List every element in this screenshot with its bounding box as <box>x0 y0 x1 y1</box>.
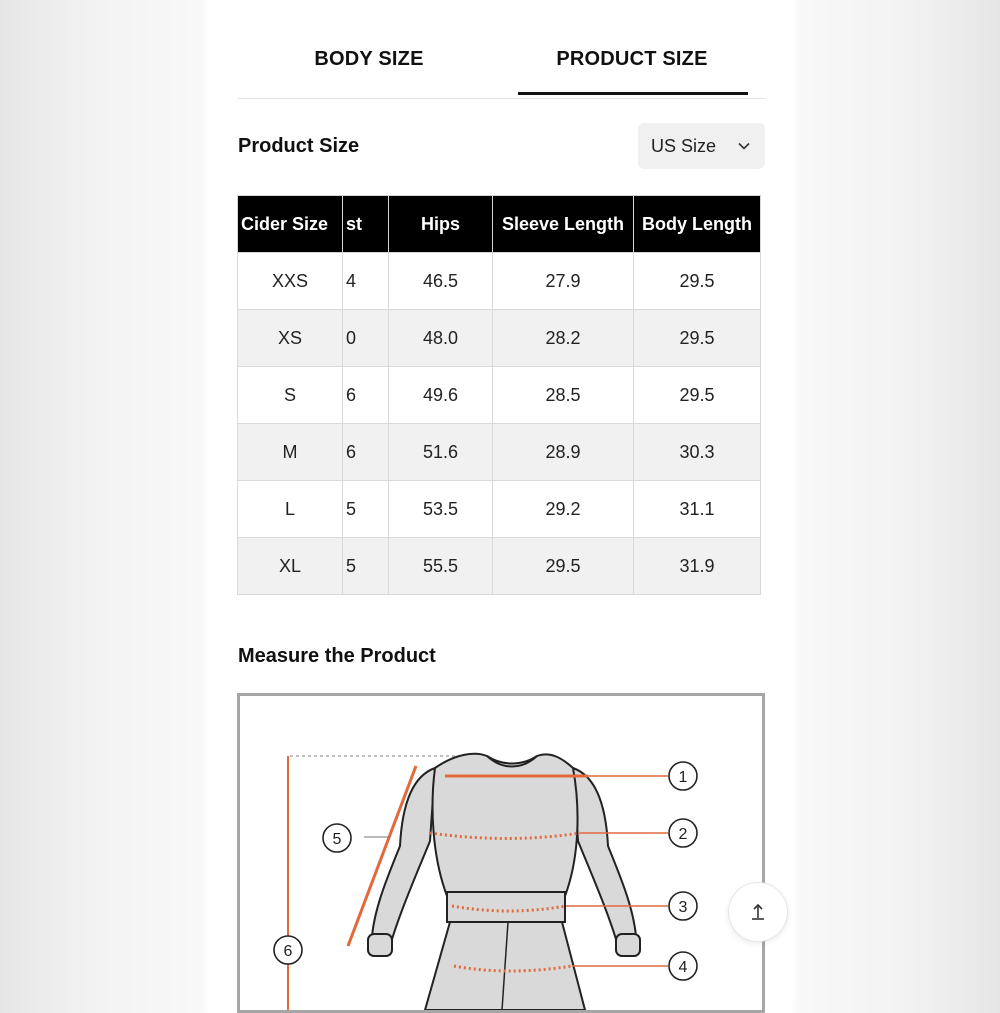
cell-bust: 6 <box>343 367 389 424</box>
cell-size: L <box>238 481 343 538</box>
marker-4-label: 4 <box>678 959 688 976</box>
cell-body-length: 29.5 <box>634 310 761 367</box>
measure-title: Measure the Product <box>238 645 436 667</box>
cell-bust: 5 <box>343 481 389 538</box>
cell-sleeve-length: 28.5 <box>493 367 634 424</box>
marker-5-label: 5 <box>332 831 342 848</box>
cell-body-length: 31.9 <box>634 538 761 595</box>
table-row <box>238 310 761 367</box>
header-sleeve-length: Sleeve Length <box>493 196 634 253</box>
cell-sleeve-length: 28.2 <box>493 310 634 367</box>
cell-sleeve-length: 28.9 <box>493 424 634 481</box>
header-bust: st <box>343 196 389 253</box>
cell-hips: 55.5 <box>389 538 493 595</box>
marker-3 <box>669 892 697 920</box>
cell-bust: 6 <box>343 424 389 481</box>
cell-hips: 51.6 <box>389 424 493 481</box>
marker-2 <box>669 819 697 847</box>
cell-body-length: 29.5 <box>634 367 761 424</box>
arrow-up-icon <box>747 901 769 923</box>
dress-illustration <box>240 696 762 1010</box>
table-row <box>238 253 761 310</box>
table-row <box>238 424 761 481</box>
cell-body-length: 30.3 <box>634 424 761 481</box>
cell-sleeve-length: 29.2 <box>493 481 634 538</box>
marker-6 <box>274 936 302 964</box>
cell-size: XXS <box>238 253 343 310</box>
cell-sleeve-length: 27.9 <box>493 253 634 310</box>
table-row <box>238 367 761 424</box>
header-body-length: Body Length <box>634 196 761 253</box>
header-hips: Hips <box>389 196 493 253</box>
cell-size: S <box>238 367 343 424</box>
measure-diagram <box>237 693 765 1013</box>
size-tabs <box>237 0 765 99</box>
scroll-to-top-button[interactable] <box>728 882 788 942</box>
cell-hips: 48.0 <box>389 310 493 367</box>
size-guide-page <box>207 0 795 1000</box>
tab-product-size[interactable]: PRODUCT SIZE <box>556 48 708 70</box>
cell-sleeve-length: 29.5 <box>493 538 634 595</box>
cell-bust: 4 <box>343 253 389 310</box>
cell-hips: 49.6 <box>389 367 493 424</box>
product-size-title: Product Size <box>238 135 360 157</box>
marker-1-label: 1 <box>678 769 688 786</box>
chevron-down-icon <box>737 139 751 153</box>
cell-hips: 46.5 <box>389 253 493 310</box>
cell-size: M <box>238 424 343 481</box>
marker-5 <box>323 824 351 852</box>
marker-1 <box>669 762 697 790</box>
table-row <box>238 538 761 595</box>
table-row <box>238 481 761 538</box>
tab-body-size[interactable]: BODY SIZE <box>314 48 424 70</box>
header-cider-size: Cider Size <box>238 196 343 253</box>
cell-body-length: 31.1 <box>634 481 761 538</box>
marker-6-label: 6 <box>283 943 293 960</box>
cell-bust: 5 <box>343 538 389 595</box>
cell-body-length: 29.5 <box>634 253 761 310</box>
marker-3-label: 3 <box>678 899 688 916</box>
cell-size: XL <box>238 538 343 595</box>
active-tab-indicator <box>518 92 748 95</box>
marker-2-label: 2 <box>678 826 688 843</box>
cell-size: XS <box>238 310 343 367</box>
cell-hips: 53.5 <box>389 481 493 538</box>
unit-select-dropdown[interactable] <box>638 123 765 169</box>
size-table <box>237 195 761 595</box>
table-header-row <box>238 196 761 253</box>
marker-4 <box>669 952 697 980</box>
unit-select-value: US Size <box>651 135 717 156</box>
cell-bust: 0 <box>343 310 389 367</box>
